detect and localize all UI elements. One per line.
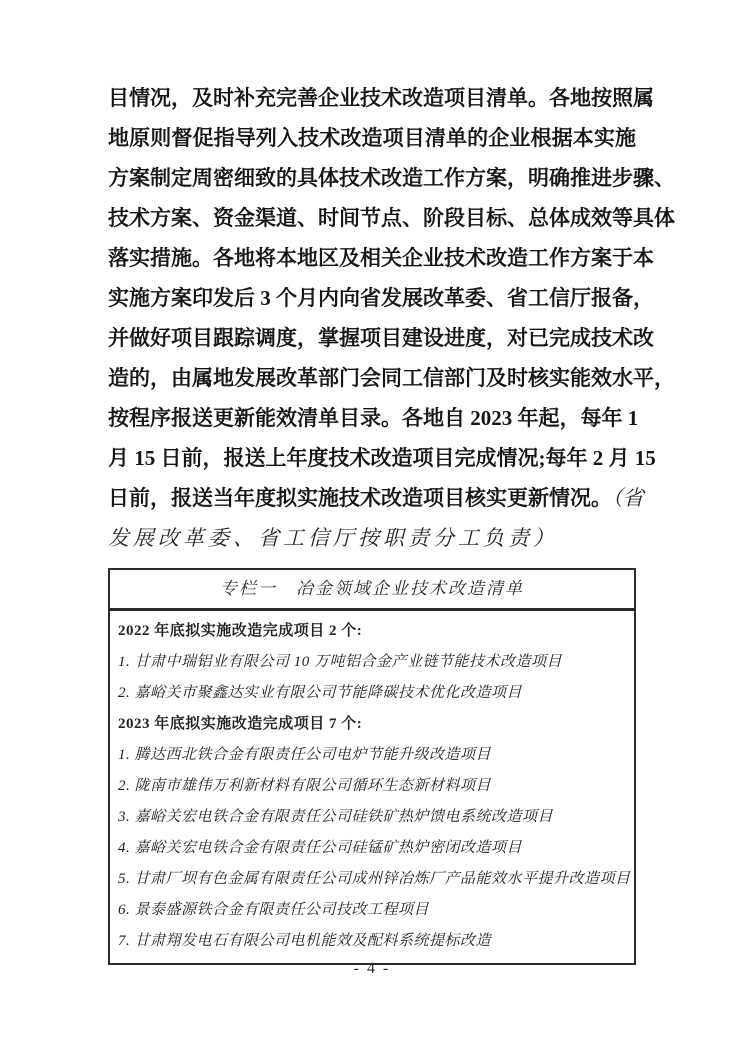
body-line: 并做好项目跟踪调度，掌握项目建设进度，对已完成技术改 [108,326,654,350]
body-line: 月 15 日前，报送上年度技术改造项目完成情况;每年 2 月 15 [108,446,656,470]
body-line: 技术方案、资金渠道、时间节点、阶段目标、总体成效等具体 [108,206,675,230]
body-line: 方案制定周密细致的具体技术改造工作方案，明确推进步骤、 [108,166,675,190]
panel-row: 1. 甘肃中瑞铝业有限公司 10 万吨铝合金产业链节能技术改造项目 [118,654,563,670]
panel-row: 5. 甘肃厂坝有色金属有限责任公司成州锌冶炼厂产品能效水平提升改造项目 [118,871,631,887]
main-paragraph [108,78,675,558]
panel-row: 7. 甘肃翔发电石有限公司电机能效及配料系统提标改造 [118,933,492,949]
panel-row: 4. 嘉峪关宏电铁合金有限责任公司硅锰矿热炉密闭改造项目 [118,840,523,856]
panel-row: 1. 腾达西北铁合金有限责任公司电炉节能升级改造项目 [118,747,492,763]
body-line: 地原则督促指导列入技术改造项目清单的企业根据本实施 [108,126,636,150]
body-line-mixed [108,478,644,518]
body-line: 实施方案印发后 3 个月内向省发展改革委、省工信厅报备， [108,286,654,310]
special-column-body [110,611,634,963]
body-line: 目情况，及时补充完善企业技术改造项目清单。各地按照属 [108,86,654,110]
responsibility-note-line: 发展改革委、省工信厅按职责分工负责） [108,526,558,550]
panel-row: 3. 嘉峪关宏电铁合金有限责任公司硅铁矿热炉馈电系统改造项目 [118,809,554,825]
panel-row: 2. 陇南市雄伟万利新材料有限公司循环生态新材料项目 [118,778,492,794]
special-column-panel [108,568,636,965]
page-number: - 4 - [353,960,391,977]
panel-row: 2. 嘉峪关市聚鑫达实业有限公司节能降碳技术优化改造项目 [118,685,523,701]
panel-row: 2022 年底拟实施改造完成项目 2 个: [118,623,363,639]
panel-row: 2023 年底拟实施改造完成项目 7 个: [118,716,363,732]
body-line: 按程序报送更新能效清单目录。各地自 2023 年起，每年 1 [108,406,639,430]
panel-row: 6. 景泰盛源铁合金有限责任公司技改工程项目 [118,902,430,918]
body-line-normal-segment: 日前，报送当年度拟实施技术改造项目核实更新情况。 [108,486,612,510]
body-line-kai-segment: （省 [612,486,644,510]
main-paragraph-lines [108,78,675,478]
special-column-title: 专栏一 冶金领域企业技术改造清单 [110,570,634,611]
body-line: 造的，由属地发展改革部门会同工信部门及时核实能效水平， [108,366,675,390]
page-content [108,78,675,965]
body-line: 落实措施。各地将本地区及相关企业技术改造工作方案于本 [108,246,654,270]
